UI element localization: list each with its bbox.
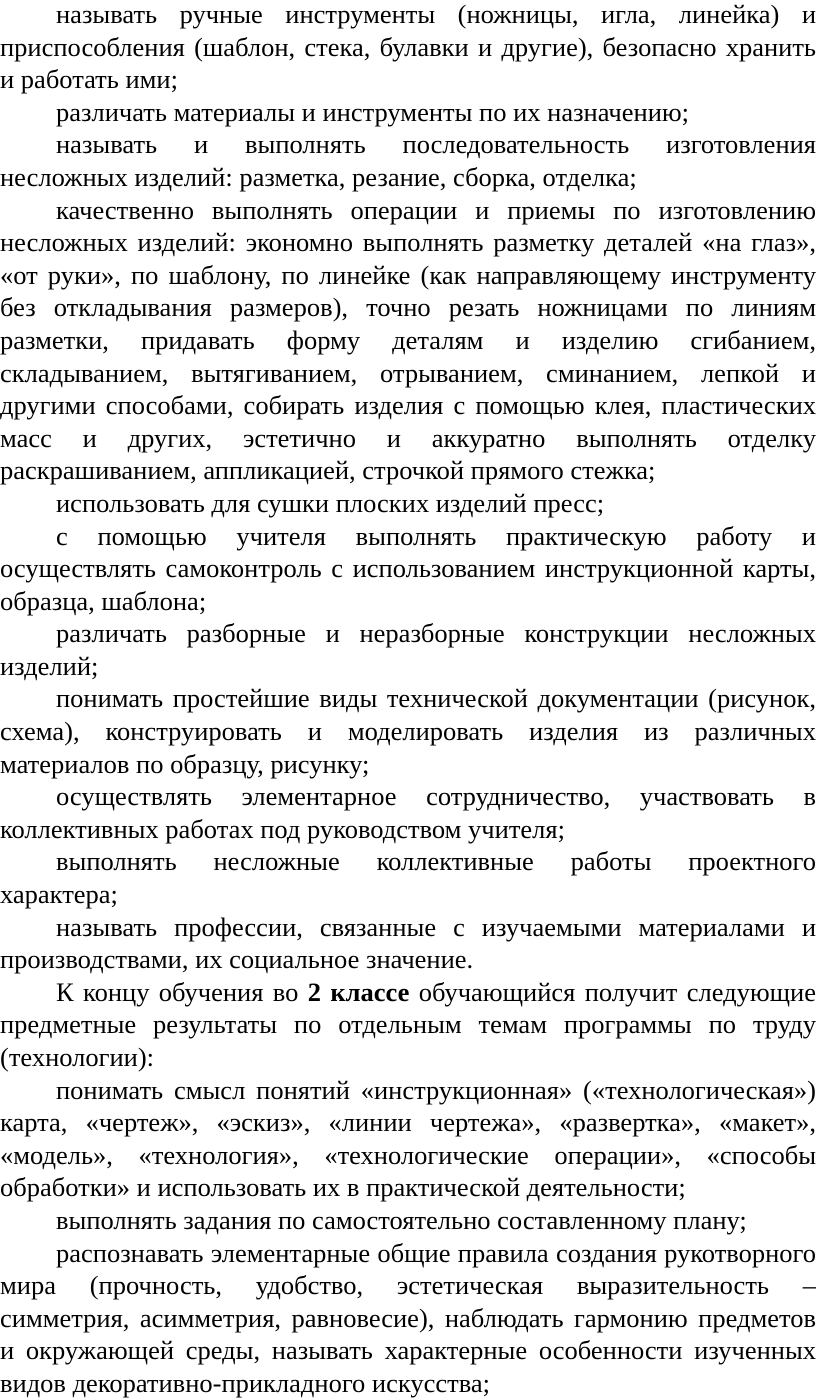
paragraph-plan: выполнять задания по самостоятельно составленному плану; (56, 1204, 747, 1235)
grade-intro-before: К концу обучения во (56, 976, 308, 1007)
paragraph-collective-work: выполнять несложные коллективные работы проектного характера; (0, 846, 816, 910)
paragraph-rules: распознавать элементарные общие правила создания рукотворного мира (прочность, удобство, эстетическая выразительность – симметрия, асимметрия, равновесие), наблюдать гармонию предметов и окружающей среды, называть характерные особенности изученных видов декоративно-прикладного искусства; (0, 1237, 816, 1398)
paragraph-press: использовать для сушки плоских изделий пресс; (56, 487, 605, 518)
paragraph-tools: называть ручные инструменты (ножницы, игла, линейка) и приспособления (шаблон, стека, булавки и другие), безопасно хранить и работать ими; (0, 0, 816, 95)
paragraph-grade-2-intro (0, 976, 816, 1074)
paragraph-documentation: понимать простейшие виды технической документации (рисунок, схема), конструировать и моделировать изделия из различных материалов по образцу, рисунку; (0, 683, 816, 779)
paragraph-professions: называть профессии, связанные с изучаемыми материалами и производствами, их социальное значение. (0, 911, 816, 975)
paragraph-concepts: понимать смысл понятий «инструкционная» («технологическая») карта, «чертеж», «эскиз», «линии чертежа», «развертка», «макет», «модель», «технология», «технологические операции», «способы обработки» и использовать их в практической деятельности; (0, 1074, 816, 1203)
paragraph-operations: качественно выполнять операции и приемы по изготовлению несложных изделий: экономно выполнять разметку деталей «на глаз», «от руки», по шаблону, по линейке (как направляющему инструменту без откладывания размеров), точно резать ножницами по линиям разметки, придавать форму деталям и изделию сгибанием, складыванием, вытягиванием, отрыванием, сминанием, лепкой и другими способами, собирать изделия с помощью клея, пластических масс и других, эстетично и аккуратно выполнять отделку раскрашиванием, аппликацией, строчкой прямого стежка; (0, 194, 816, 486)
grade-intro-after: обучающийся получит следующие предметные результаты по отдельным темам программы по труду (технологии): (0, 976, 816, 1072)
paragraph-cooperation: осуществлять элементарное сотрудничество, участвовать в коллективных работах под руководством учителя; (0, 781, 816, 844)
paragraph-materials: различать материалы и инструменты по их назначению; (56, 96, 690, 127)
paragraph-self-control: с помощью учителя выполнять практическую работу и осуществлять самоконтроль с использованием инструкционной карты, образца, шаблона; (0, 520, 816, 616)
paragraph-constructions: различать разборные и неразборные конструкции несложных изделий; (0, 618, 816, 681)
grade-label: 2 классе (307, 976, 410, 1007)
paragraph-sequence: называть и выполнять последовательность изготовления несложных изделий: разметка, резание, сборка, отделка; (0, 129, 816, 192)
